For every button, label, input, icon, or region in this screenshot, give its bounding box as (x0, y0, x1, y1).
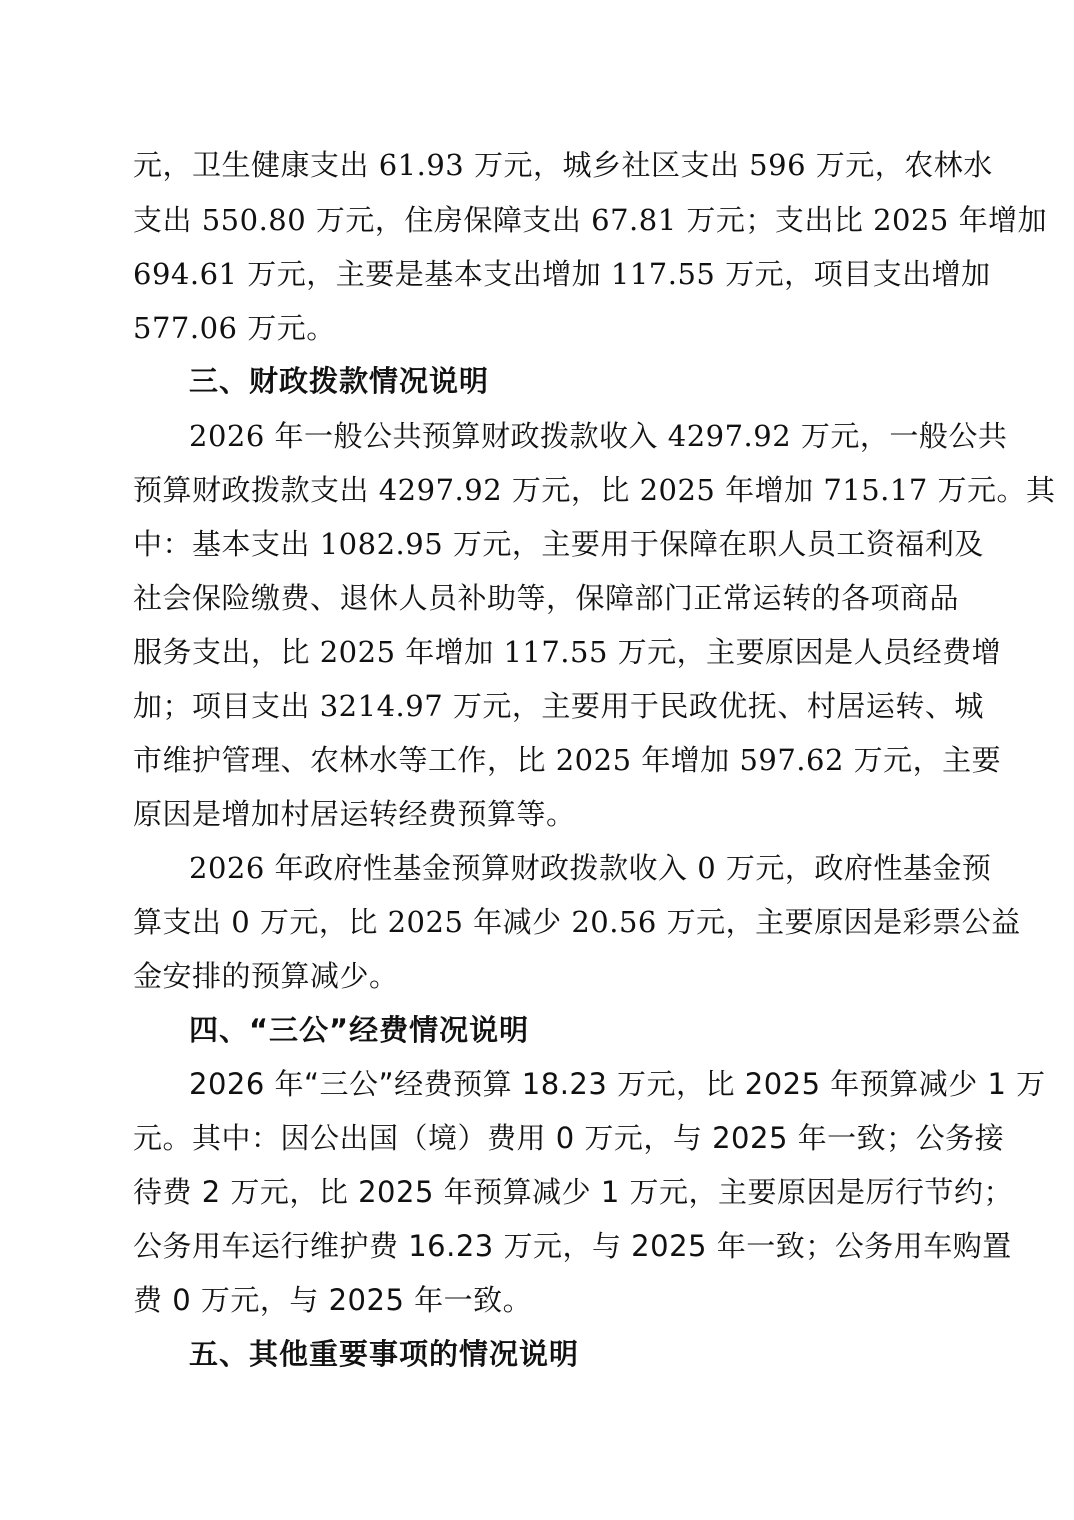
paragraph-line: 577.06 万元。 (133, 311, 336, 345)
paragraph-line: 加；项目支出 3214.97 万元，主要用于民政优抚、村居运转、城 (133, 689, 984, 723)
paragraph-line: 元。其中：因公出国（境）费用 0 万元，与 2025 年一致；公务接 (133, 1121, 1005, 1155)
paragraph-line: 2026 年一般公共预算财政拨款收入 4297.92 万元，一般公共 (189, 419, 1008, 453)
paragraph-line: 费 0 万元，与 2025 年一致。 (133, 1283, 533, 1317)
paragraph-line: 2026 年政府性基金预算财政拨款收入 0 万元，政府性基金预 (189, 851, 992, 885)
paragraph-line: 元，卫生健康支出 61.93 万元，城乡社区支出 596 万元，农林水 (133, 148, 993, 182)
paragraph-line: 算支出 0 万元，比 2025 年减少 20.56 万元，主要原因是彩票公益 (133, 905, 1021, 939)
paragraph-line: 原因是增加村居运转经费预算等。 (133, 797, 576, 831)
paragraph-line: 2026 年“三公”经费预算 18.23 万元，比 2025 年预算减少 1 万 (189, 1067, 1046, 1101)
section-heading-5: 五、其他重要事项的情况说明 (189, 1337, 580, 1371)
paragraph-line: 预算财政拨款支出 4297.92 万元，比 2025 年增加 715.17 万元。其 (133, 473, 1056, 507)
paragraph-line: 社会保险缴费、退休人员补助等，保障部门正常运转的各项商品 (133, 581, 960, 615)
paragraph-line: 694.61 万元，主要是基本支出增加 117.55 万元，项目支出增加 (133, 257, 991, 291)
paragraph-line: 市维护管理、农林水等工作，比 2025 年增加 597.62 万元，主要 (133, 743, 1002, 777)
paragraph-line: 公务用车运行维护费 16.23 万元，与 2025 年一致；公务用车购置 (133, 1229, 1012, 1263)
section-heading-4: 四、“三公”经费情况说明 (189, 1013, 530, 1047)
section-heading-3: 三、财政拨款情况说明 (189, 364, 490, 398)
paragraph-line: 金安排的预算减少。 (133, 959, 399, 993)
paragraph-line: 服务支出，比 2025 年增加 117.55 万元，主要原因是人员经费增 (133, 635, 1002, 669)
paragraph-line: 支出 550.80 万元，住房保障支出 67.81 万元；支出比 2025 年增加 (133, 203, 1048, 237)
paragraph-line: 待费 2 万元，比 2025 年预算减少 1 万元，主要原因是厉行节约； (133, 1175, 1014, 1209)
paragraph-line: 中：基本支出 1082.95 万元，主要用于保障在职人员工资福利及 (133, 527, 984, 561)
